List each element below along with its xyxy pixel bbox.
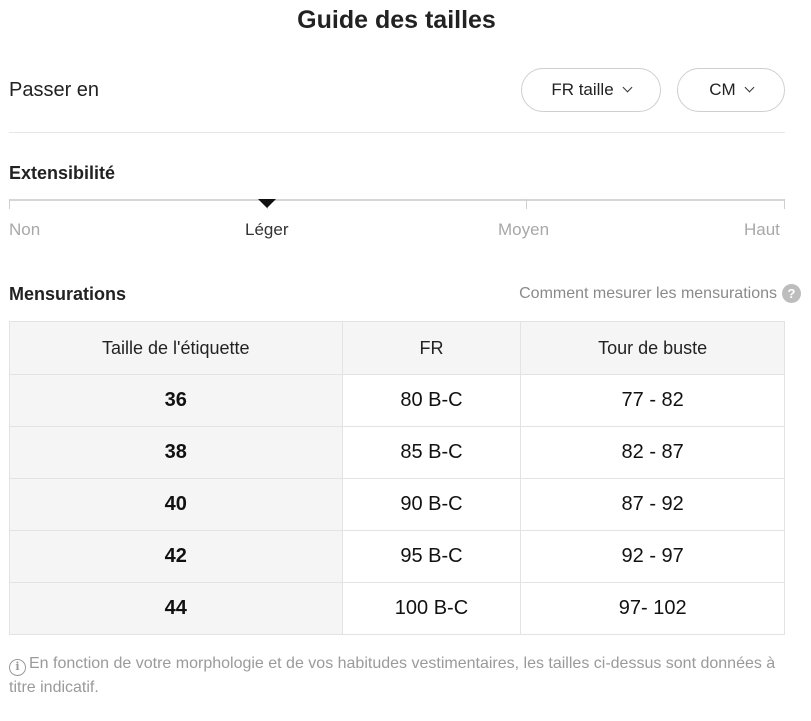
size-table [9,321,785,635]
help-icon: ? [782,284,801,303]
bust-cell: 82 - 87 [521,427,785,479]
fr-size-cell: 100 B-C [342,583,521,635]
divider [9,132,785,133]
size-system-value: FR taille [551,80,614,99]
fr-size-cell: 90 B-C [342,479,521,531]
bust-cell: 92 - 97 [521,531,785,583]
table-row [10,583,785,635]
chevron-down-icon [744,83,754,93]
stretch-tick [9,199,10,209]
label-size-cell: 38 [10,427,343,479]
fr-size-cell: 85 B-C [342,427,521,479]
column-header: Tour de buste [521,322,785,375]
how-to-measure-link[interactable] [519,284,801,303]
unit-switch-row [9,68,785,112]
switch-label: Passer en [9,79,100,101]
disclaimer-text: En fonction de votre morphologie et de vos habitudes vestimentaires, les tailles ci-dessus sont données à titre indicatif. [9,655,776,696]
stretch-scale-track [9,199,785,201]
stretch-tick [526,199,527,209]
stretch-title: Extensibilité [9,163,116,183]
info-icon: i [9,659,26,676]
table-row [10,531,785,583]
stretch-level-leger: Léger [245,220,289,239]
fr-size-cell: 95 B-C [342,531,521,583]
stretch-level-haut: Haut [744,220,780,239]
disclaimer-note [9,652,779,700]
stretch-level-non: Non [9,220,41,239]
label-size-cell: 44 [10,583,343,635]
unit-dropdown[interactable] [677,68,785,112]
table-header-row [10,322,785,375]
bust-cell: 77 - 82 [521,375,785,427]
stretch-indicator-icon [258,199,276,208]
fr-size-cell: 80 B-C [342,375,521,427]
page-title: Guide des tailles [297,6,496,34]
label-size-cell: 42 [10,531,343,583]
table-row [10,427,785,479]
size-system-dropdown[interactable] [521,68,661,112]
chevron-down-icon [622,83,632,93]
measurements-title: Mensurations [9,284,127,304]
unit-value: CM [709,80,736,99]
bust-cell: 97- 102 [521,583,785,635]
stretch-tick [784,199,785,209]
how-to-measure-text: Comment mesurer les mensurations [519,284,777,302]
table-row [10,479,785,531]
table-row [10,375,785,427]
column-header: Taille de l'étiquette [10,322,343,375]
label-size-cell: 36 [10,375,343,427]
stretch-level-moyen: Moyen [498,220,550,239]
label-size-cell: 40 [10,479,343,531]
column-header: FR [342,322,521,375]
bust-cell: 87 - 92 [521,479,785,531]
